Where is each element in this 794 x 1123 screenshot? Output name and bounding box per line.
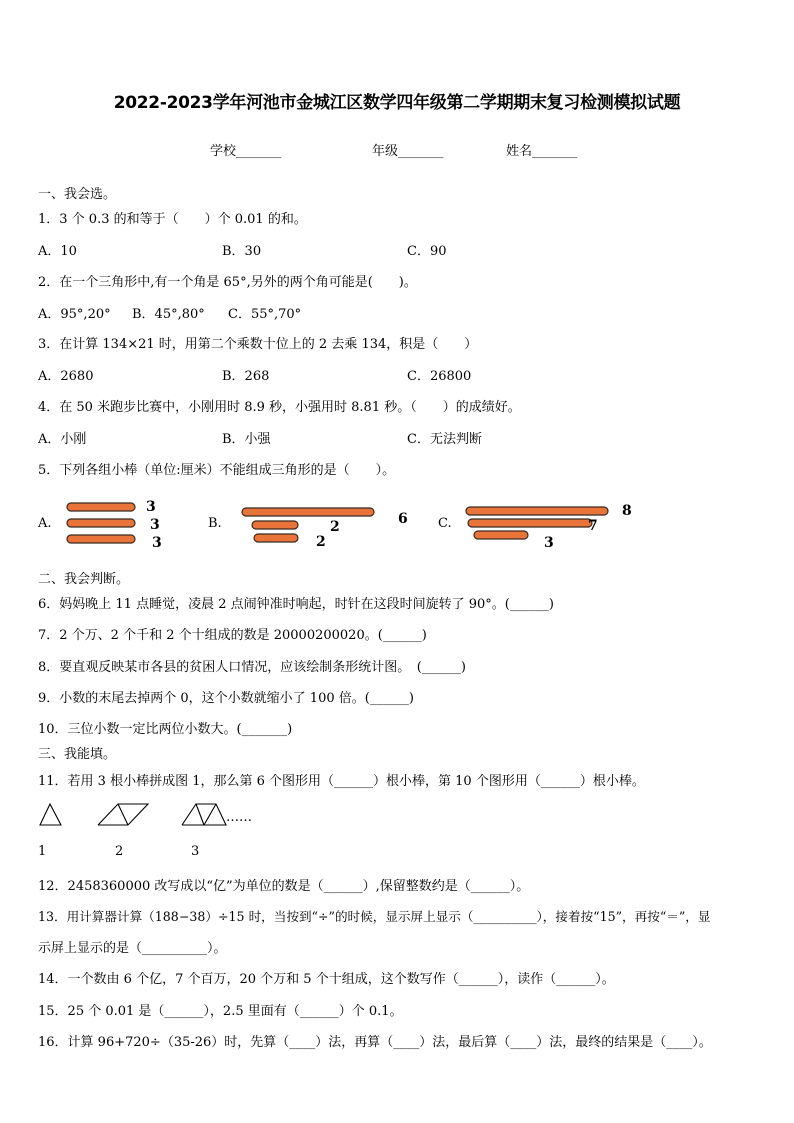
q4-option-b: B．小强 (222, 432, 271, 447)
section-choose: 一、我会选。 (38, 187, 117, 202)
section-judge: 二、我会判断。 (38, 572, 130, 587)
q5-option-b: B. (208, 516, 222, 531)
q2-option-a: A．95°,20° (38, 307, 111, 322)
q5-a-len-3: 3 (152, 535, 162, 551)
question-6: 6．妈妈晚上 11 点睡觉，凌晨 2 点闹钟准时响起，时针在这段时间旋转了 90°。(______) (38, 597, 554, 612)
q3-option-a: A．2680 (38, 369, 94, 384)
question-2: 2．在一个三角形中,有一个角是 65°,另外的两个角可能是( )。 (38, 275, 417, 290)
q5-c-len-2: 7 (588, 518, 598, 534)
q11-label-2: 2 (115, 844, 124, 859)
question-15: 15．25 个 0.01 是（______），2.5 里面有（______）个 0.1。 (38, 1004, 403, 1019)
q5-option-c: C. (438, 516, 452, 531)
page-title: 2022-2023学年河池市金城江区数学四年级第二学期期末复习检测模拟试题 (113, 93, 681, 113)
question-3: 3．在计算 134×21 时，用第二个乘数十位上的 2 去乘 134，积是（ ） (38, 337, 478, 352)
q2-option-b: B．45°,80° (132, 307, 205, 322)
question-8: 8．要直观反映某市各县的贫困人口情况，应该绘制条形统计图。 (______) (38, 660, 466, 675)
question-7: 7．2 个万、2 个千和 2 个十组成的数是 20000200020。(______) (38, 628, 427, 643)
q5-b-len-2: 2 (330, 519, 340, 535)
q11-ellipsis: …… (226, 810, 252, 825)
q5-a-len-1: 3 (146, 499, 156, 515)
question-9: 9．小数的末尾去掉两个 0，这个小数就缩小了 100 倍。(______) (38, 691, 414, 706)
q5-a-len-2: 3 (150, 517, 160, 533)
q5-c-len-3: 3 (544, 535, 554, 551)
name-field: 姓名_______ (506, 144, 578, 159)
question-16: 16．计算 96+720÷（35-26）时，先算（____）法，再算（____）法，最后算（____）法，最终的结果是（____）。 (38, 1035, 712, 1050)
q2-option-c: C．55°,70° (228, 307, 302, 322)
question-5: 5．下列各组小棒（单位:厘米）不能组成三角形的是（ ）。 (38, 463, 396, 478)
q4-option-a: A．小刚 (38, 432, 87, 447)
q5-b-len-1: 6 (398, 511, 408, 527)
q1-option-a: A．10 (38, 244, 77, 259)
q5-option-a: A. (38, 516, 52, 531)
q5-c-len-1: 8 (622, 503, 632, 519)
q5-sticks-a (66, 501, 142, 547)
q3-option-b: B．268 (222, 369, 270, 384)
q4-option-c: C．无法判断 (407, 432, 482, 447)
q5-b-len-3: 2 (316, 534, 326, 550)
grade-field: 年级_______ (372, 144, 444, 159)
question-10: 10．三位小数一定比两位小数大。(_______) (38, 722, 293, 737)
q11-label-3: 3 (191, 844, 200, 859)
q1-option-b: B．30 (222, 244, 262, 259)
question-13: 13．用计算器计算（188−38）÷15 时，当按到“÷”的时候，显示屏上显示（__________），接着按“15”，再按“＝”，显 (38, 909, 711, 924)
question-12: 12．2458360000 改写成以“亿”为单位的数是（______）,保留整数约是（______）。 (38, 879, 530, 894)
section-fill: 三、我能填。 (38, 747, 117, 762)
q11-label-1: 1 (38, 844, 47, 859)
q3-option-c: C．26800 (407, 369, 472, 384)
question-11: 11．若用 3 根小棒拼成图 1，那么第 6 个图形用（______）根小棒，第 10 个图形用（______）根小棒。 (38, 774, 645, 789)
question-13-cont: 示屏上显示的是（__________）。 (38, 941, 227, 956)
q1-option-c: C．90 (407, 244, 447, 259)
school-field: 学校_______ (210, 144, 282, 159)
question-4: 4．在 50 米跑步比赛中，小刚用时 8.9 秒，小强用时 8.81 秒。（ ）的成绩好。 (38, 400, 521, 415)
q5-sticks-b (240, 506, 380, 546)
question-1: 1．3 个 0.3 的和等于（ ）个 0.01 的和。 (38, 212, 307, 227)
question-14: 14．一个数由 6 个亿，7 个百万，20 个万和 5 个十组成，这个数写作（______），读作（______）。 (38, 972, 615, 987)
